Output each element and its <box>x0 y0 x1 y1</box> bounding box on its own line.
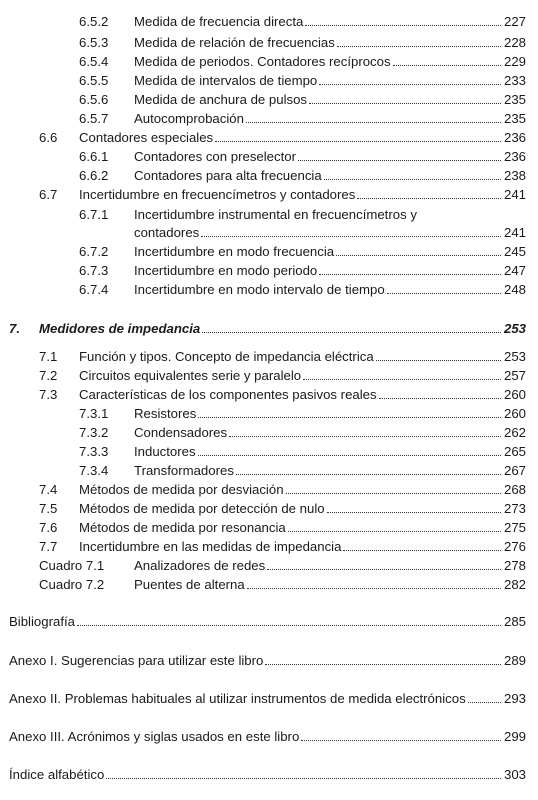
dot-leader <box>246 122 501 123</box>
toc-entry-title: Anexo II. Problemas habituales al utilizar instrumentos de medida electrónicos <box>9 691 466 706</box>
toc-entry <box>0 499 538 518</box>
toc-entry <box>0 90 538 109</box>
toc-entry <box>0 575 538 594</box>
toc-entry-page: 245 <box>503 244 526 259</box>
dot-leader <box>319 274 501 275</box>
toc-entry <box>0 12 538 31</box>
toc-entry-number: 6.6.2 <box>79 168 109 183</box>
toc-entry-title: Incertidumbre en modo frecuencia <box>134 244 335 259</box>
dot-leader <box>215 141 501 142</box>
toc-entry-number: 7.4 <box>39 482 58 497</box>
toc-entry-number: 6.7.3 <box>79 263 109 278</box>
toc-entry-title: Incertidumbre instrumental en frecuencímetros y <box>134 207 417 222</box>
toc-entry-page: 227 <box>503 14 526 29</box>
toc-entry <box>0 147 538 166</box>
toc-entry-title: Anexo III. Acrónimos y siglas usados en este libro <box>9 729 300 744</box>
dot-leader <box>298 160 501 161</box>
toc-entry <box>0 423 538 442</box>
toc-entry-page: 235 <box>503 92 526 107</box>
toc-entry-title: Incertidumbre en frecuencímetros y contadores <box>79 187 356 202</box>
toc-entry-title: Medida de relación de frecuencias <box>134 35 335 50</box>
dot-leader <box>343 550 501 551</box>
toc-entry-number: 7.2 <box>39 368 58 383</box>
toc-entry <box>0 128 538 147</box>
toc-entry-title: Incertidumbre en modo intervalo de tiempo <box>134 282 385 297</box>
toc-entry-title: Inductores <box>134 444 196 459</box>
toc-entry <box>0 166 538 185</box>
toc-entry-page: 260 <box>503 387 526 402</box>
toc-entry-title: Contadores especiales <box>79 130 214 145</box>
toc-entry-title: Medida de anchura de pulsos <box>134 92 308 107</box>
toc-entry-title: Métodos de medida por detección de nulo <box>79 501 325 516</box>
toc-entry-number: 7.6 <box>39 520 58 535</box>
toc-entry-number: 6.6 <box>39 130 58 145</box>
dot-leader <box>288 531 501 532</box>
toc-entry-page: 247 <box>503 263 526 278</box>
dot-leader <box>387 293 501 294</box>
toc-entry-page: 278 <box>503 558 526 573</box>
toc-entry <box>0 33 538 52</box>
toc-entry-page: 303 <box>503 767 526 782</box>
toc-entry-number: 6.7.2 <box>79 244 109 259</box>
toc-chapter-page: 253 <box>503 321 526 336</box>
toc-backmatter-entry <box>0 765 538 784</box>
toc-entry <box>0 442 538 461</box>
toc-entry <box>0 261 538 280</box>
toc-entry-number: 6.5.4 <box>79 54 109 69</box>
toc-entry-title: Características de los componentes pasivos reales <box>79 387 377 402</box>
dot-leader <box>337 46 501 47</box>
toc-entry-title: Función y tipos. Concepto de impedancia eléctrica <box>79 349 374 364</box>
toc-entry-title: Resistores <box>134 406 197 421</box>
toc-entry <box>0 404 538 423</box>
dot-leader <box>201 236 501 237</box>
toc-entry-number: 6.5.7 <box>79 111 109 126</box>
dot-leader <box>324 179 501 180</box>
toc-backmatter-entry <box>0 689 538 708</box>
dot-leader <box>336 255 501 256</box>
dot-leader <box>468 702 501 703</box>
toc-entry-number: 6.6.1 <box>79 149 109 164</box>
dot-leader <box>357 198 501 199</box>
toc-entry-page: 228 <box>503 35 526 50</box>
toc-entry-title: Incertidumbre en modo periodo <box>134 263 318 278</box>
dot-leader <box>301 740 501 741</box>
dot-leader <box>247 588 501 589</box>
dot-leader <box>229 436 501 437</box>
toc-entry-title: Índice alfabético <box>9 767 105 782</box>
toc-entry-page: 260 <box>503 406 526 421</box>
dot-leader <box>309 103 501 104</box>
toc-entry-page: 236 <box>503 130 526 145</box>
toc-entry-page: 257 <box>503 368 526 383</box>
dot-leader <box>267 569 501 570</box>
dot-leader <box>379 398 501 399</box>
toc-entry-title: Métodos de medida por resonancia <box>79 520 286 535</box>
toc-entry-number: 7.3.4 <box>79 463 109 478</box>
toc-entry <box>0 385 538 404</box>
toc-backmatter-entry <box>0 651 538 670</box>
dot-leader <box>198 455 501 456</box>
toc-entry <box>0 280 538 299</box>
toc-entry-title: Contadores para alta frecuencia <box>134 168 322 183</box>
dot-leader <box>198 417 501 418</box>
toc-entry-page: 299 <box>503 729 526 744</box>
toc-entry-page: 265 <box>503 444 526 459</box>
toc-entry <box>0 347 538 366</box>
toc-entry-page: 275 <box>503 520 526 535</box>
toc-entry-number: 6.7.1 <box>79 207 109 222</box>
toc-entry-title: Anexo I. Sugerencias para utilizar este libro <box>9 653 264 668</box>
toc-entry-page: 293 <box>503 691 526 706</box>
dot-leader <box>265 664 501 665</box>
toc-backmatter-entry <box>0 727 538 746</box>
toc-entry-title: Métodos de medida por desviación <box>79 482 284 497</box>
toc-entry-title: Puentes de alterna <box>134 577 245 592</box>
toc-entry-number: Cuadro 7.2 <box>39 577 105 592</box>
toc-entry-number: 6.5.6 <box>79 92 109 107</box>
toc-entry-title: Medida de intervalos de tiempo <box>134 73 318 88</box>
toc-entry-page: 289 <box>503 653 526 668</box>
toc-entry-page: 267 <box>503 463 526 478</box>
toc-entry <box>0 556 538 575</box>
toc-entry-number: 7.3.2 <box>79 425 109 440</box>
toc-entry-page: 268 <box>503 482 526 497</box>
toc-entry <box>0 71 538 90</box>
dot-leader <box>327 512 501 513</box>
dot-leader <box>376 360 501 361</box>
toc-entry <box>0 242 538 261</box>
toc-entry <box>0 109 538 128</box>
toc-entry <box>0 518 538 537</box>
toc-entry-page: 233 <box>503 73 526 88</box>
toc-entry-title: contadores <box>134 225 200 240</box>
toc-entry-title: Analizadores de redes <box>134 558 266 573</box>
toc-entry-number: 7.5 <box>39 501 58 516</box>
toc-chapter-title: Medidores de impedancia <box>39 321 201 336</box>
toc-entry-page: 273 <box>503 501 526 516</box>
toc-entry-title: Incertidumbre en las medidas de impedancia <box>79 539 342 554</box>
toc-entry-number: 7.7 <box>39 539 58 554</box>
toc-entry-number: 7.1 <box>39 349 58 364</box>
toc-entry-page: 236 <box>503 149 526 164</box>
toc-entry-page: 241 <box>503 225 526 240</box>
toc-entry <box>0 223 538 242</box>
toc-entry-number: Cuadro 7.1 <box>39 558 105 573</box>
toc-entry-page: 235 <box>503 111 526 126</box>
toc-entry-number: 6.7.4 <box>79 282 109 297</box>
dot-leader <box>319 84 501 85</box>
toc-entry <box>0 205 538 224</box>
toc-entry-page: 241 <box>503 187 526 202</box>
toc-entry-title: Circuitos equivalentes serie y paralelo <box>79 368 302 383</box>
toc-entry-page: 248 <box>503 282 526 297</box>
toc-entry-number: 6.5.5 <box>79 73 109 88</box>
toc-entry <box>0 537 538 556</box>
dot-leader <box>286 493 501 494</box>
toc-entry-title: Autocomprobación <box>134 111 244 126</box>
toc-entry-number: 6.5.2 <box>79 14 109 29</box>
dot-leader <box>106 778 501 779</box>
dot-leader <box>303 379 501 380</box>
toc-entry-page: 238 <box>503 168 526 183</box>
toc-entry-title: Transformadores <box>134 463 234 478</box>
dot-leader <box>393 65 501 66</box>
toc-entry-number: 7.3 <box>39 387 58 402</box>
toc-chapter-entry <box>0 319 538 338</box>
toc-entry-page: 262 <box>503 425 526 440</box>
toc-entry-page: 282 <box>503 577 526 592</box>
toc-entry <box>0 366 538 385</box>
toc-backmatter-entry <box>0 612 538 631</box>
toc-chapter-number: 7. <box>9 321 20 336</box>
toc-entry-number: 6.7 <box>39 187 58 202</box>
toc-entry <box>0 52 538 71</box>
toc-entry-page: 229 <box>503 54 526 69</box>
toc-entry-page: 253 <box>503 349 526 364</box>
toc-entry-number: 7.3.3 <box>79 444 109 459</box>
toc-entry-page: 276 <box>503 539 526 554</box>
dot-leader <box>202 332 501 333</box>
toc-entry-page: 285 <box>503 614 526 629</box>
toc-entry-title: Medida de frecuencia directa <box>134 14 304 29</box>
dot-leader <box>77 625 501 626</box>
toc-entry-number: 6.5.3 <box>79 35 109 50</box>
toc-entry <box>0 185 538 204</box>
dot-leader <box>305 25 501 26</box>
toc-entry-title: Bibliografía <box>9 614 75 629</box>
dot-leader <box>236 474 501 475</box>
toc-entry-title: Condensadores <box>134 425 228 440</box>
toc-entry <box>0 461 538 480</box>
toc-entry-title: Contadores con preselector <box>134 149 297 164</box>
toc-entry-title: Medida de periodos. Contadores recíprocos <box>134 54 391 69</box>
toc-entry-number: 7.3.1 <box>79 406 109 421</box>
toc-entry <box>0 480 538 499</box>
